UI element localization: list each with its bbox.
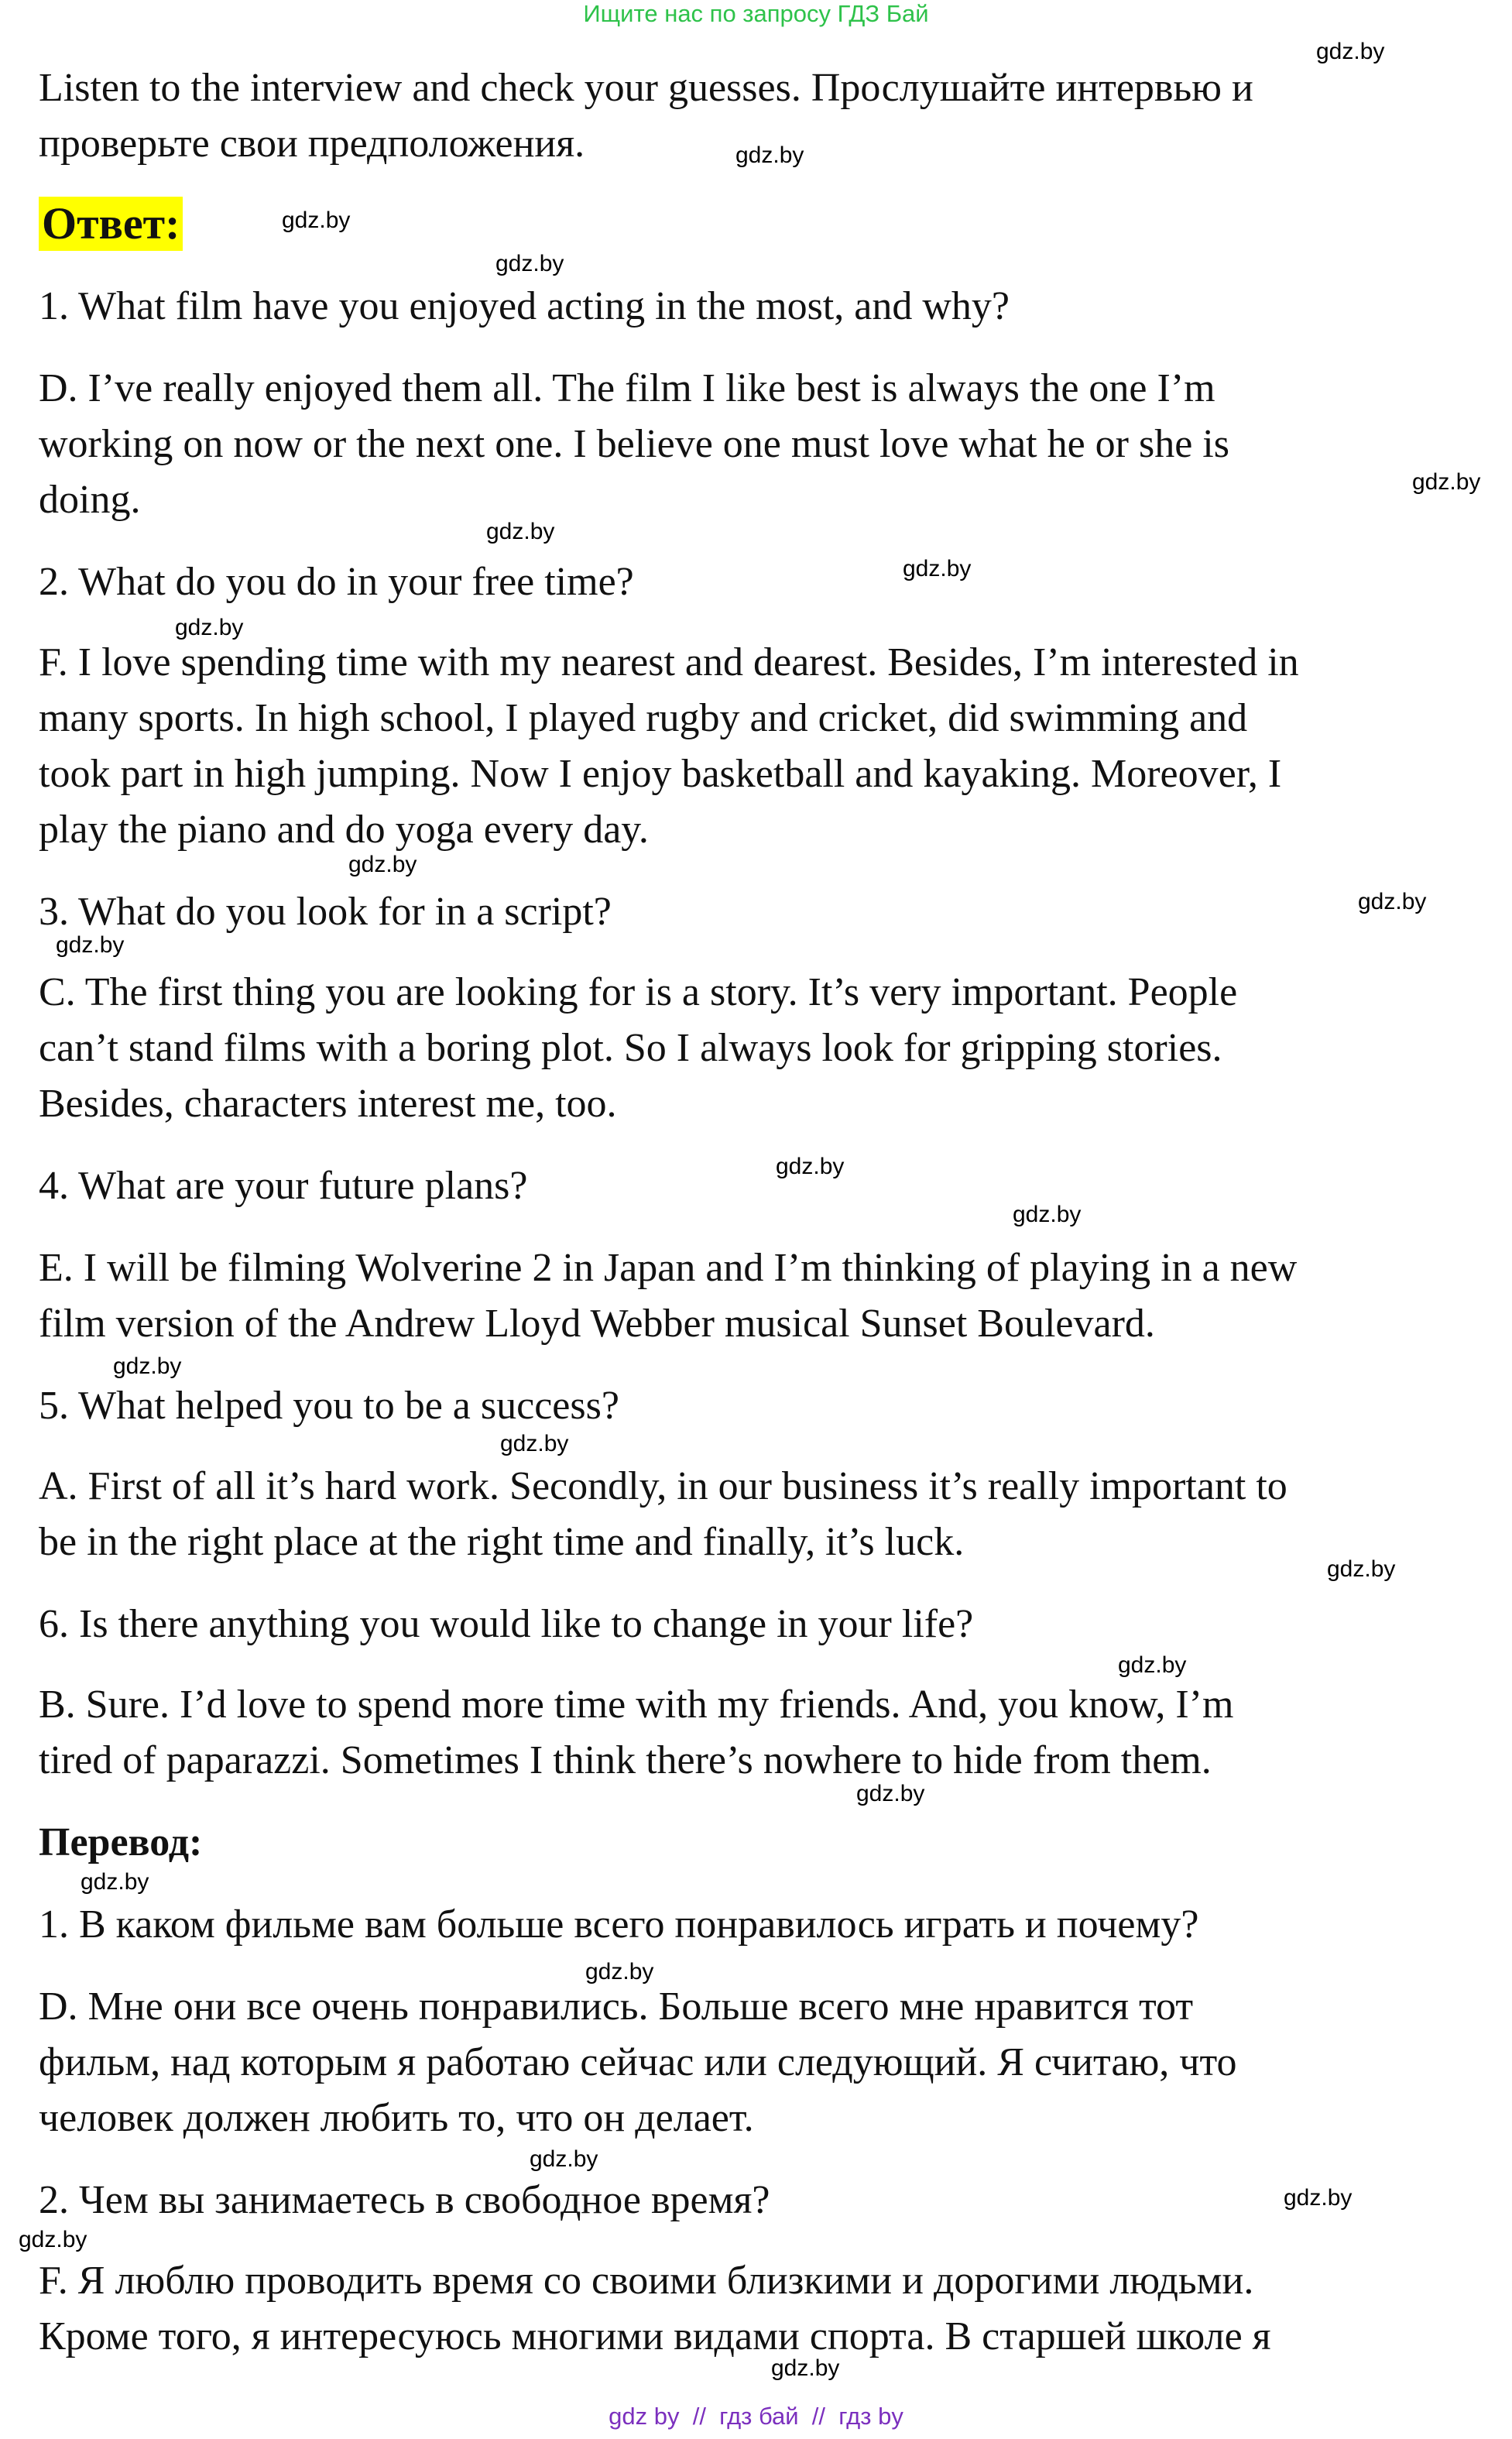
translation-answer-1-line-3: человек должен любить то, что он делает. bbox=[39, 2096, 754, 2140]
watermark: gdz.by bbox=[282, 208, 351, 233]
intro-line-2: проверьте свои предположения. bbox=[39, 122, 585, 166]
answer-1-line-2: working on now or the next one. I believe one must love what he or she is bbox=[39, 422, 1229, 466]
watermark: gdz.by bbox=[1358, 889, 1427, 914]
watermark: gdz.by bbox=[735, 142, 804, 168]
question-4: 4. What are your future plans? bbox=[39, 1164, 528, 1208]
translation-answer-1-line-1: D. Мне они все очень понравились. Больше всего мне нравится тот bbox=[39, 1984, 1194, 2029]
translation-question-2: 2. Чем вы занимаетесь в свободное время? bbox=[39, 2178, 770, 2222]
footer-links: gdz by // гдз бай // гдз by bbox=[609, 2403, 903, 2430]
answer-2-line-3: took part in high jumping. Now I enjoy basketball and kayaking. Moreover, I bbox=[39, 752, 1282, 796]
watermark: gdz.by bbox=[495, 251, 564, 276]
question-3: 3. What do you look for in a script? bbox=[39, 890, 612, 934]
answer-2-line-2: many sports. In high school, I played rugby and cricket, did swimming and bbox=[39, 696, 1248, 740]
watermark: gdz.by bbox=[1412, 469, 1481, 495]
answer-4-line-1: E. I will be filming Wolverine 2 in Japan and I’m thinking of playing in a new bbox=[39, 1246, 1298, 1290]
watermark: gdz.by bbox=[903, 556, 972, 581]
watermark: gdz.by bbox=[1284, 2185, 1353, 2211]
question-2: 2. What do you do in your free time? bbox=[39, 560, 634, 604]
translation-label: Перевод: bbox=[39, 1820, 203, 1864]
watermark: gdz.by bbox=[19, 2227, 87, 2252]
watermark: gdz.by bbox=[486, 519, 555, 544]
intro-line-1: Listen to the interview and check your guesses. Прослушайте интервью и bbox=[39, 66, 1253, 110]
question-1: 1. What film have you enjoyed acting in the most, and why? bbox=[39, 284, 1010, 328]
watermark: gdz.by bbox=[500, 1431, 569, 1456]
watermark: gdz.by bbox=[175, 615, 244, 640]
answer-5-line-2: be in the right place at the right time and finally, it’s luck. bbox=[39, 1520, 965, 1564]
watermark: gdz.by bbox=[1327, 1556, 1396, 1582]
translation-answer-1-line-2: фильм, над которым я работаю сейчас или следующий. Я считаю, что bbox=[39, 2040, 1237, 2084]
watermark: gdz.by bbox=[81, 1869, 149, 1895]
translation-answer-2-line-2: Кроме того, я интересуюсь многими видами спорта. В старшей школе я bbox=[39, 2314, 1271, 2358]
watermark: gdz.by bbox=[585, 1959, 654, 1984]
answer-label: Ответ: bbox=[39, 197, 183, 251]
watermark: gdz.by bbox=[1316, 39, 1385, 64]
answer-5-line-1: A. First of all it’s hard work. Secondly, in our business it’s really important to bbox=[39, 1464, 1287, 1508]
answer-1-line-3: doing. bbox=[39, 478, 141, 522]
watermark: gdz.by bbox=[113, 1353, 182, 1379]
watermark: gdz.by bbox=[1013, 1202, 1082, 1227]
answer-3-line-1: C. The first thing you are looking for is a story. It’s very important. People bbox=[39, 970, 1238, 1014]
top-banner: Ищите нас по запросу ГДЗ Бай bbox=[583, 0, 929, 27]
question-6: 6. Is there anything you would like to change in your life? bbox=[39, 1602, 974, 1646]
watermark: gdz.by bbox=[771, 2355, 840, 2381]
answer-1-line-1: D. I’ve really enjoyed them all. The film I like best is always the one I’m bbox=[39, 366, 1215, 410]
answer-3-line-3: Besides, characters interest me, too. bbox=[39, 1082, 617, 1126]
translation-question-1: 1. В каком фильме вам больше всего понравилось играть и почему? bbox=[39, 1902, 1199, 1947]
translation-answer-2-line-1: F. Я люблю проводить время со своими близкими и дорогими людьми. bbox=[39, 2259, 1254, 2303]
watermark: gdz.by bbox=[856, 1781, 925, 1806]
answer-6-line-1: B. Sure. I’d love to spend more time with my friends. And, you know, I’m bbox=[39, 1683, 1234, 1727]
watermark: gdz.by bbox=[530, 2146, 598, 2172]
question-5: 5. What helped you to be a success? bbox=[39, 1384, 619, 1428]
watermark: gdz.by bbox=[776, 1154, 845, 1179]
watermark: gdz.by bbox=[348, 852, 417, 877]
answer-2-line-1: F. I love spending time with my nearest and dearest. Besides, I’m interested in bbox=[39, 640, 1299, 684]
watermark: gdz.by bbox=[56, 932, 125, 958]
watermark: gdz.by bbox=[1118, 1652, 1187, 1678]
answer-4-line-2: film version of the Andrew Lloyd Webber musical Sunset Boulevard. bbox=[39, 1302, 1155, 1346]
answer-6-line-2: tired of paparazzi. Sometimes I think there’s nowhere to hide from them. bbox=[39, 1738, 1212, 1782]
answer-2-line-4: play the piano and do yoga every day. bbox=[39, 808, 649, 852]
answer-3-line-2: can’t stand films with a boring plot. So I always look for gripping stories. bbox=[39, 1026, 1222, 1070]
